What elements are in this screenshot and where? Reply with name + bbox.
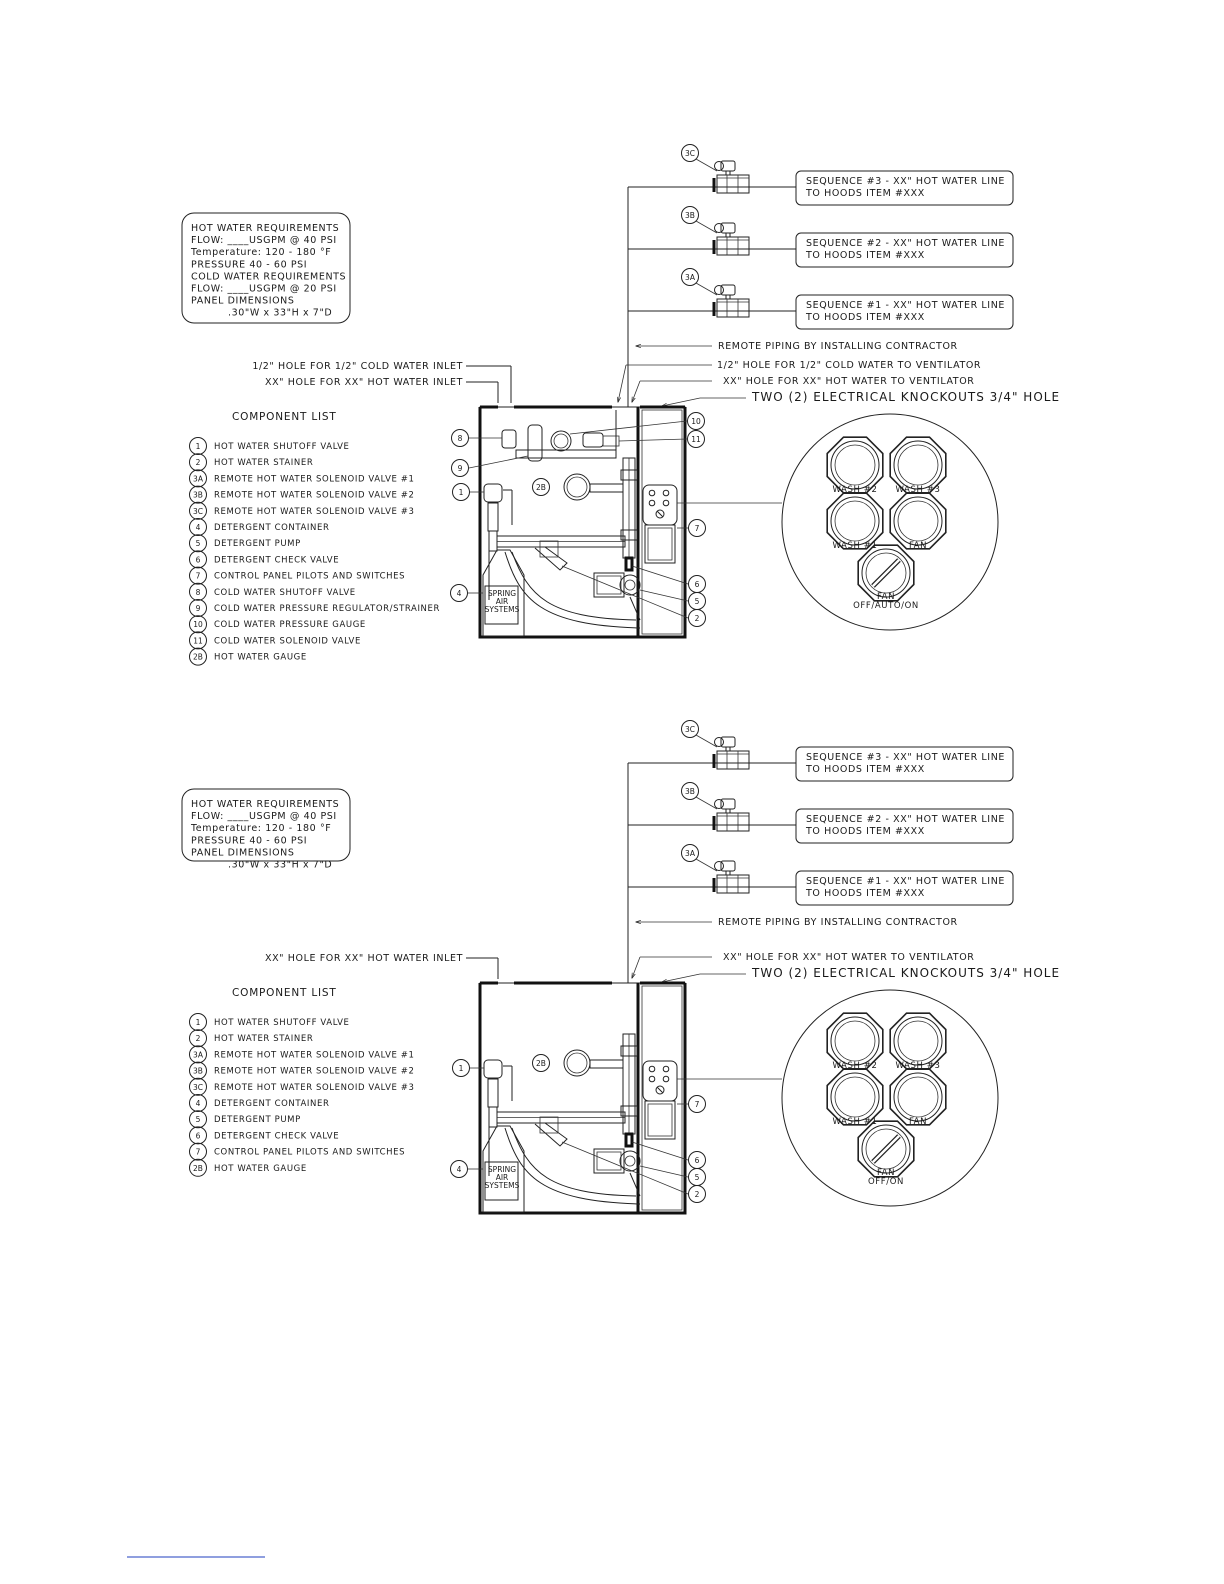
valve-callout-3a xyxy=(682,845,699,862)
callout-tag: 3B xyxy=(193,490,203,500)
solenoid-valve-3a xyxy=(714,861,749,893)
panel-enclosure xyxy=(480,983,685,1213)
cold-water-gauge-face xyxy=(554,434,568,448)
callout-tag: 1 xyxy=(458,1064,464,1073)
component-tag-3c xyxy=(190,502,207,519)
callout-4 xyxy=(451,585,468,602)
knockouts-note: TWO (2) ELECTRICAL KNOCKOUTS 3/4" HOLE xyxy=(752,390,1061,404)
control-panel-box xyxy=(643,485,677,563)
callout-tag: 3C xyxy=(684,725,696,734)
callout-2 xyxy=(689,1186,706,1203)
callout-1 xyxy=(453,484,470,501)
sequence-3b xyxy=(628,207,1013,268)
callout-tag: 5 xyxy=(195,539,201,549)
component-label: COLD WATER PRESSURE REGULATOR/STRAINER xyxy=(214,604,440,614)
switch-detail xyxy=(677,414,998,630)
label-fan: FAN xyxy=(908,541,928,551)
requirements-box xyxy=(182,789,350,871)
sequence-3c xyxy=(628,721,1013,782)
callout-10 xyxy=(688,413,705,430)
panel-hot-water-only xyxy=(182,721,1060,1214)
requirement-line: PANEL DIMENSIONS xyxy=(191,847,295,859)
callout-tag: 3C xyxy=(192,506,204,516)
leader-line xyxy=(632,566,688,584)
sequence-line-2: TO HOODS ITEM #XXX xyxy=(806,188,925,199)
component-tag-6 xyxy=(190,551,207,568)
label-wash-2: WASH #2 xyxy=(832,1061,878,1071)
callout-tag: 3B xyxy=(193,1066,203,1076)
callout-tag: 2B xyxy=(536,483,546,492)
callout-tag: 2B xyxy=(193,1163,203,1173)
sequence-line-2: TO HOODS ITEM #XXX xyxy=(806,888,925,899)
component-tag-11 xyxy=(190,632,207,649)
solenoid-valve-3c xyxy=(714,161,749,193)
callout-5 xyxy=(689,593,706,610)
component-label: DETERGENT PUMP xyxy=(214,539,301,550)
callout-tag: 2 xyxy=(694,1190,700,1199)
solenoid-valve-3c xyxy=(714,737,749,769)
container-label: AIR xyxy=(495,597,509,606)
sequence-3b xyxy=(628,783,1013,844)
callout-4 xyxy=(451,1161,468,1178)
callout-tag: 7 xyxy=(195,1147,201,1157)
label-wash-1: WASH #1 xyxy=(832,1117,878,1127)
component-label: CONTROL PANEL PILOTS AND SWITCHES xyxy=(214,1147,406,1158)
component-label: COLD WATER SHUTOFF VALVE xyxy=(214,587,356,598)
valve-callout-3b xyxy=(682,783,699,800)
cold-regulator xyxy=(528,425,542,461)
callout-tag: 5 xyxy=(195,1115,201,1125)
leader-line xyxy=(619,439,687,441)
component-label: DETERGENT CHECK VALVE xyxy=(214,1131,340,1142)
solenoid-valve-3a xyxy=(714,285,749,317)
component-label: HOT WATER STAINER xyxy=(214,1034,314,1045)
label-wash-3: WASH #3 xyxy=(895,1061,941,1071)
callout-tag: 11 xyxy=(193,636,203,646)
knockouts-note: TWO (2) ELECTRICAL KNOCKOUTS 3/4" HOLE xyxy=(752,966,1061,980)
requirement-line: HOT WATER REQUIREMENTS xyxy=(191,799,340,810)
sequence-line-1: SEQUENCE #3 - XX" HOT WATER LINE xyxy=(806,752,1006,763)
component-list xyxy=(190,987,415,1176)
callout-tag: 3A xyxy=(193,474,203,484)
callout-tag: 5 xyxy=(694,597,700,606)
callout-tag: 2 xyxy=(195,458,201,468)
requirement-line: PANEL DIMENSIONS xyxy=(191,295,295,307)
leader-line xyxy=(640,590,688,601)
requirement-line: PRESSURE 40 - 60 PSI xyxy=(191,835,308,847)
callout-leader xyxy=(696,735,717,747)
callout-tag: 4 xyxy=(195,1099,201,1108)
callout-tag: 1 xyxy=(195,1018,201,1027)
requirement-line: FLOW: ____USGPM @ 20 PSI xyxy=(191,283,337,295)
sequence-line-2: TO HOODS ITEM #XXX xyxy=(806,764,925,775)
callout-tag: 1 xyxy=(195,442,201,451)
component-label: REMOTE HOT WATER SOLENOID VALVE #3 xyxy=(214,506,415,517)
selector-handle-inner xyxy=(873,560,899,586)
requirements-box xyxy=(182,213,350,323)
callout-2 xyxy=(689,610,706,627)
component-tag-3a xyxy=(190,1046,207,1063)
callout-tag: 3C xyxy=(684,149,696,158)
callout-9 xyxy=(452,460,469,477)
component-tag-8 xyxy=(190,583,207,600)
hole-note-right: 1/2" HOLE FOR 1/2" COLD WATER TO VENTILATOR xyxy=(717,360,982,371)
solenoid-valve-3b xyxy=(714,223,749,255)
hole-arrow xyxy=(632,957,640,978)
callout-tag: 10 xyxy=(691,417,701,426)
component-label: DETERGENT CONTAINER xyxy=(214,523,330,533)
callout-7 xyxy=(689,520,706,537)
leader-line xyxy=(562,1142,688,1194)
component-list xyxy=(190,411,441,665)
callout-2b xyxy=(533,479,550,496)
sequence-line-1: SEQUENCE #1 - XX" HOT WATER LINE xyxy=(806,300,1006,311)
requirement-line: COLD WATER REQUIREMENTS xyxy=(191,271,347,283)
hole-arrow xyxy=(618,365,626,402)
callout-1 xyxy=(453,1060,470,1077)
callout-tag: 10 xyxy=(193,620,203,630)
label-wash-3: WASH #3 xyxy=(895,485,941,495)
callout-tag: 4 xyxy=(456,589,462,598)
component-tag-4 xyxy=(190,1095,207,1112)
component-label: HOT WATER GAUGE xyxy=(214,652,307,663)
sequence-3c xyxy=(628,145,1013,206)
component-label: REMOTE HOT WATER SOLENOID VALVE #3 xyxy=(214,1082,415,1093)
callout-tag: 2 xyxy=(694,614,700,623)
component-tag-10 xyxy=(190,616,207,633)
valve-callout-3b xyxy=(682,207,699,224)
label-wash-1: WASH #1 xyxy=(832,541,878,551)
panel-drawing xyxy=(182,145,1060,666)
leader-line xyxy=(632,1142,688,1160)
callout-tag: 3B xyxy=(685,211,695,220)
leader-line xyxy=(640,1166,688,1177)
hole-arrow xyxy=(632,381,640,402)
component-label: HOT WATER STAINER xyxy=(214,458,314,469)
container-label: SPRING xyxy=(487,1165,517,1174)
component-list-title: COMPONENT LIST xyxy=(232,411,337,423)
component-label: DETERGENT CHECK VALVE xyxy=(214,555,340,566)
component-label: REMOTE HOT WATER SOLENOID VALVE #2 xyxy=(214,490,415,501)
requirement-line: PRESSURE 40 - 60 PSI xyxy=(191,259,308,271)
label-fan-modes: OFF/ON xyxy=(868,1177,904,1187)
requirement-line: Temperature: 120 - 180 °F xyxy=(191,823,332,835)
knockout-arrow xyxy=(662,398,700,406)
cold-water-pipe xyxy=(516,450,616,458)
component-tag-7 xyxy=(190,567,207,584)
callout-leader xyxy=(696,859,717,871)
callout-tag: 4 xyxy=(195,523,201,532)
label-wash-2: WASH #2 xyxy=(832,485,878,495)
leader-line xyxy=(570,421,687,434)
callout-tag: 8 xyxy=(457,434,463,443)
callout-tag: 3C xyxy=(192,1082,204,1092)
component-label: HOT WATER SHUTOFF VALVE xyxy=(214,1018,350,1028)
callout-11 xyxy=(688,431,705,448)
container-label: SYSTEMS xyxy=(484,1181,520,1190)
callout-tag: 2B xyxy=(193,652,203,662)
remote-piping-note: REMOTE PIPING BY INSTALLING CONTRACTOR xyxy=(718,341,958,352)
hole-note-left: XX" HOLE FOR XX" HOT WATER INLET xyxy=(264,953,463,964)
valve-callout-3a xyxy=(682,269,699,286)
requirement-line: HOT WATER REQUIREMENTS xyxy=(191,223,340,234)
cold-water-assembly xyxy=(502,410,619,461)
callout-tag: 6 xyxy=(195,1131,201,1141)
hole-note-left: XX" HOLE FOR XX" HOT WATER INLET xyxy=(264,377,463,388)
callout-leader xyxy=(696,797,717,809)
component-tag-2 xyxy=(190,454,207,471)
callout-8 xyxy=(452,430,469,447)
callout-tag: 2 xyxy=(195,1034,201,1044)
hole-note-right: XX" HOLE FOR XX" HOT WATER TO VENTILATOR xyxy=(723,952,975,963)
callout-tag: 6 xyxy=(694,580,700,589)
label-fan-modes: OFF/AUTO/ON xyxy=(853,601,919,611)
requirement-line: .30"W x 33"H x 7"D xyxy=(228,307,333,319)
callout-tag: 7 xyxy=(694,524,700,533)
cold-solenoid-valve xyxy=(583,433,603,447)
component-tag-1 xyxy=(190,1014,207,1031)
requirement-line: .30"W x 33"H x 7"D xyxy=(228,859,333,871)
callout-tag: 3A xyxy=(193,1050,203,1060)
container-label: AIR xyxy=(495,1173,509,1182)
sequence-line-1: SEQUENCE #2 - XX" HOT WATER LINE xyxy=(806,814,1006,825)
component-tag-6 xyxy=(190,1127,207,1144)
requirement-line: FLOW: ____USGPM @ 40 PSI xyxy=(191,811,337,823)
callout-tag: 3A xyxy=(685,849,695,858)
component-label: DETERGENT CONTAINER xyxy=(214,1099,330,1109)
leader-line xyxy=(469,456,528,468)
component-label: CONTROL PANEL PILOTS AND SWITCHES xyxy=(214,571,406,582)
callout-6 xyxy=(689,1152,706,1169)
valve-callout-3c xyxy=(682,145,699,162)
component-label: HOT WATER SHUTOFF VALVE xyxy=(214,442,350,452)
callout-tag: 6 xyxy=(694,1156,700,1165)
label-fan: FAN xyxy=(908,1117,928,1127)
enclosure-wall xyxy=(480,983,685,1213)
component-label: COLD WATER PRESSURE GAUGE xyxy=(214,620,366,631)
component-label: HOT WATER GAUGE xyxy=(214,1163,307,1174)
sequence-line-1: SEQUENCE #2 - XX" HOT WATER LINE xyxy=(806,238,1006,249)
cold-solenoid-body xyxy=(603,436,619,446)
callout-tag: 3B xyxy=(685,787,695,796)
label-fan-selector: FAN xyxy=(876,592,896,602)
callout-leader xyxy=(696,159,717,171)
component-tag-9 xyxy=(190,600,207,617)
container-label: SPRING xyxy=(487,589,517,598)
callout-leader xyxy=(696,221,717,233)
enclosure-outline xyxy=(480,983,685,1213)
panel-enclosure xyxy=(480,407,685,637)
component-tag-5 xyxy=(190,535,207,552)
component-tag-3a xyxy=(190,470,207,487)
component-list-title: COMPONENT LIST xyxy=(232,987,337,999)
remote-piping-note: REMOTE PIPING BY INSTALLING CONTRACTOR xyxy=(718,917,958,928)
component-tag-3c xyxy=(190,1078,207,1095)
component-tag-1 xyxy=(190,438,207,455)
callout-tag: 6 xyxy=(195,555,201,565)
callout-tag: 4 xyxy=(456,1165,462,1174)
callout-tag: 7 xyxy=(694,1100,700,1109)
callout-leader xyxy=(696,283,717,295)
sequence-3a xyxy=(628,845,1013,906)
component-tag-5 xyxy=(190,1111,207,1128)
selector-handle-inner xyxy=(873,1136,899,1162)
switch-detail xyxy=(677,990,998,1206)
sequence-line-2: TO HOODS ITEM #XXX xyxy=(806,312,925,323)
component-tag-4 xyxy=(190,519,207,536)
callout-5 xyxy=(689,1169,706,1186)
sequence-3a xyxy=(628,269,1013,330)
leader-line xyxy=(562,566,688,618)
callout-tag: 5 xyxy=(694,1173,700,1182)
component-tag-3b xyxy=(190,1062,207,1079)
callout-2b xyxy=(533,1055,550,1072)
knockout-arrow xyxy=(662,974,700,982)
sequence-line-2: TO HOODS ITEM #XXX xyxy=(806,826,925,837)
component-tag-2 xyxy=(190,1030,207,1047)
component-label: COLD WATER SOLENOID VALVE xyxy=(214,636,361,647)
component-label: REMOTE HOT WATER SOLENOID VALVE #1 xyxy=(214,1050,415,1061)
sequence-line-1: SEQUENCE #1 - XX" HOT WATER LINE xyxy=(806,876,1006,887)
valve-callout-3c xyxy=(682,721,699,738)
container-label: SYSTEMS xyxy=(484,605,520,614)
component-label: DETERGENT PUMP xyxy=(214,1115,301,1126)
panel-with-cold-water xyxy=(182,145,1060,666)
requirement-line: Temperature: 120 - 180 °F xyxy=(191,247,332,259)
component-tag-2b xyxy=(190,648,207,665)
panel-drawing xyxy=(182,721,1060,1214)
callout-tag: 11 xyxy=(691,435,701,444)
sequence-line-2: TO HOODS ITEM #XXX xyxy=(806,250,925,261)
component-tag-7 xyxy=(190,1143,207,1160)
control-panel-box xyxy=(643,1061,677,1139)
label-fan-selector: FAN xyxy=(876,1168,896,1178)
callout-tag: 9 xyxy=(457,464,463,473)
solenoid-valve-3b xyxy=(714,799,749,831)
callout-tag: 9 xyxy=(195,604,201,613)
component-tag-3b xyxy=(190,486,207,503)
callout-tag: 7 xyxy=(195,571,201,581)
hole-note-right: XX" HOLE FOR XX" HOT WATER TO VENTILATOR xyxy=(723,376,975,387)
callout-tag: 1 xyxy=(458,488,464,497)
callout-tag: 8 xyxy=(195,587,201,597)
callout-7 xyxy=(689,1096,706,1113)
callout-tag: 2B xyxy=(536,1059,546,1068)
component-label: REMOTE HOT WATER SOLENOID VALVE #2 xyxy=(214,1066,415,1077)
hole-note-left: 1/2" HOLE FOR 1/2" COLD WATER INLET xyxy=(252,361,463,372)
sequence-line-1: SEQUENCE #3 - XX" HOT WATER LINE xyxy=(806,176,1006,187)
cold-shutoff-valve xyxy=(502,430,516,448)
requirement-line: FLOW: ____USGPM @ 40 PSI xyxy=(191,235,337,247)
callout-tag: 3A xyxy=(685,273,695,282)
component-tag-2b xyxy=(190,1159,207,1176)
component-label: REMOTE HOT WATER SOLENOID VALVE #1 xyxy=(214,474,415,485)
callout-6 xyxy=(689,576,706,593)
